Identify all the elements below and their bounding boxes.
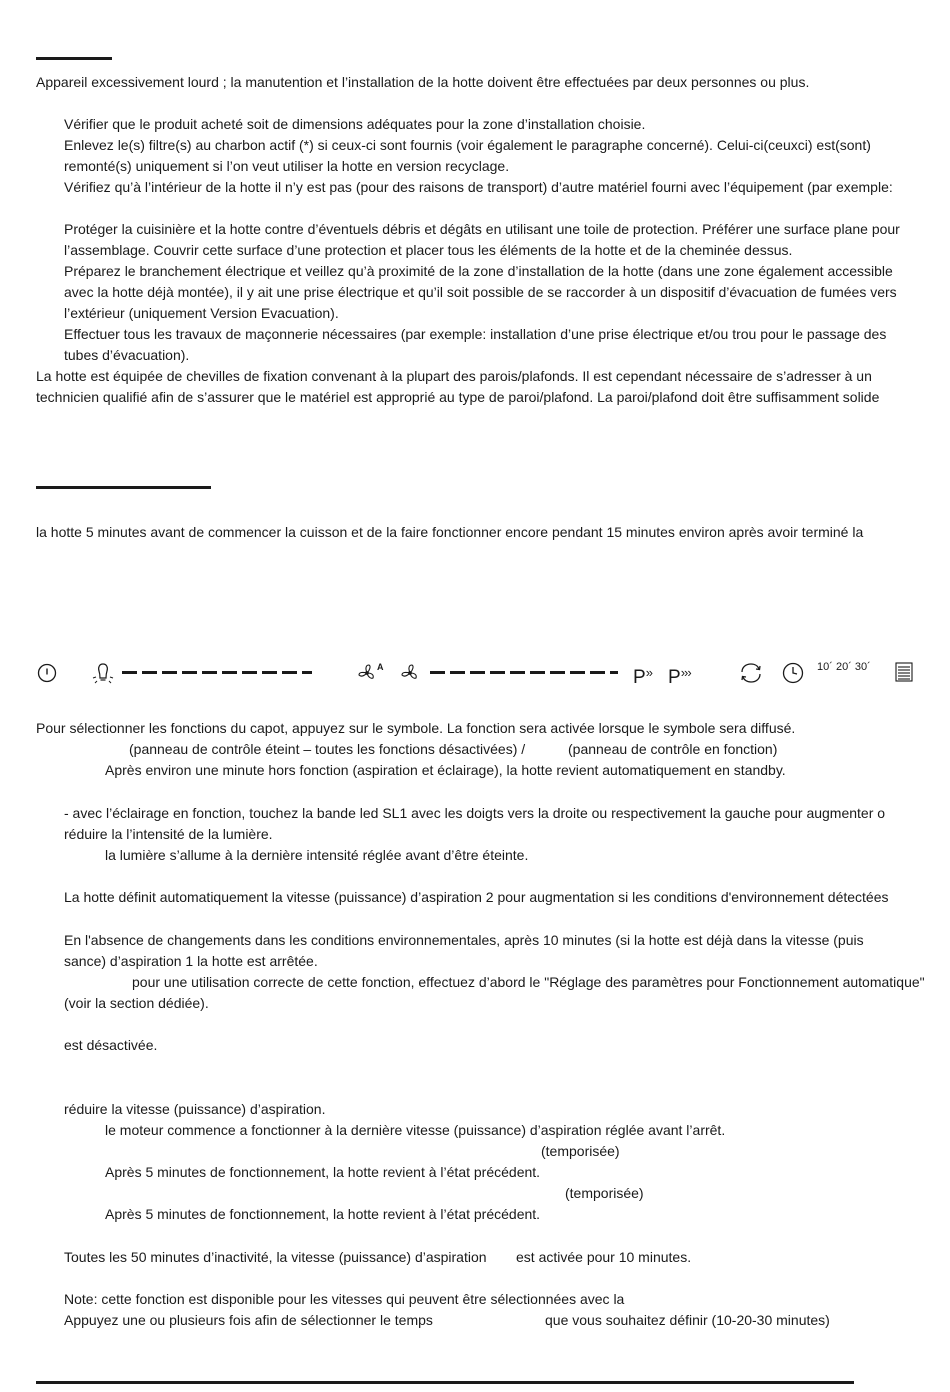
- install-masonry: Effectuer tous les travaux de maçonnerie nécessaires (par exemple: installation d’une prise électrique et/ou trou pour le passage des: [64, 326, 887, 342]
- auto-mode-no-change-cont: sance) d’aspiration 1 la hotte est arrêtée.: [64, 953, 318, 969]
- on-description: (panneau de contrôle en fonction): [568, 741, 778, 757]
- standby-description: (panneau de contrôle éteint – toutes les fonctions désactivées) /: [129, 741, 526, 757]
- boost-2-button[interactable]: P›››: [668, 665, 691, 688]
- auto-fan-icon[interactable]: [356, 661, 386, 691]
- timed-label-1: (temporisée): [541, 1143, 620, 1159]
- timed-label-2: (temporisée): [565, 1185, 644, 1201]
- control-panel: [0, 655, 950, 691]
- boost-1-button[interactable]: P»: [633, 665, 652, 688]
- auto-mode-description: La hotte définit automatiquement la vitesse (puissance) d’aspiration 2 pour augmentation si les conditions d'environnement détectées: [64, 889, 889, 905]
- boost-return-2: Après 5 minutes de fonctionnement, la hotte revient à l’état précédent.: [105, 1206, 541, 1222]
- boost-return-1: Après 5 minutes de fonctionnement, la hotte revient à l’état précédent.: [105, 1164, 541, 1180]
- motor-last-speed: le moteur commence a fonctionner à la dernière vitesse (puissance) d’aspiration réglée avant l’arrêt.: [105, 1122, 726, 1138]
- install-protect: Protéger la cuisinière et la hotte contre d’éventuels débris et dégâts en utilisant une toile de protection. Préférer une surface plane pour: [64, 221, 900, 237]
- auto-mode-note-cont: (voir la section dédiée).: [64, 995, 209, 1011]
- install-electrical-cont: avec la hotte déjà montée), il y ait une prise électrique et qu’il soit possible de se raccorder à un dispositif d’évacuation de fumées vers: [64, 284, 897, 300]
- section-rule-installation: [36, 57, 112, 60]
- install-masonry-cont: tubes d’évacuation).: [64, 347, 190, 363]
- timer-instruction-end: que vous souhaitez définir (10-20-30 minutes): [545, 1312, 830, 1328]
- filter-icon[interactable]: [895, 662, 913, 688]
- light-bulb-icon[interactable]: [90, 659, 116, 691]
- section-rule-bottom: [36, 1381, 854, 1384]
- install-check-dimensions: Vérifier que le produit acheté soit de dimensions adéquates pour la zone d’installation choisie.: [64, 116, 646, 132]
- timer-instruction: Appuyez une ou plusieurs fois afin de sélectionner le temps: [64, 1312, 433, 1328]
- auto-mode-note: pour une utilisation correcte de cette fonction, effectuez d’abord le "Réglage des paramètres pour Fonctionnement automatique": [132, 974, 925, 990]
- svg-text:A: A: [377, 662, 384, 672]
- install-check-inside: Vérifiez qu’à l’intérieur de la hotte il n’y est pas (pour des raisons de transport) d’autre matériel fourni avec l’équipement (par exemple:: [64, 179, 893, 195]
- install-remove-filters: Enlevez le(s) filtre(s) au charbon actif (*) si ceux-ci sont fournis (voir également le paragraphe concerné). Celui-ci(ceuxci) est(sont): [64, 137, 871, 153]
- functions-intro: Pour sélectionner les fonctions du capot, appuyez sur le symbole. La fonction sera activée lorsque le symbole sera diffusé.: [36, 720, 796, 736]
- recycle-inactivity-text: Toutes les 50 minutes d’inactivité, la vitesse (puissance) d’aspiration: [64, 1249, 487, 1265]
- light-slider-led-bar[interactable]: [122, 671, 312, 674]
- power-icon[interactable]: [37, 663, 57, 689]
- auto-mode-no-change: En l'absence de changements dans les conditions environnementales, après 10 minutes (si la hotte est déjà dans la vitesse (puis: [64, 932, 864, 948]
- reduce-speed: réduire la vitesse (puissance) d’aspiration.: [64, 1101, 326, 1117]
- install-electrical: Préparez le branchement électrique et veillez qu’à proximité de la zone d’installation de la hotte (dans une zone également accessible: [64, 263, 893, 279]
- install-intro: Appareil excessivement lourd ; la manutention et l’installation de la hotte doivent être effectuées par deux personnes ou plus.: [36, 74, 810, 90]
- section-rule-usage: [36, 486, 211, 489]
- install-anchors-cont: technicien qualifié afin de s’assurer que le matériel est approprié au type de paroi/plafond. La paroi/plafond doit être suffisamment solide: [36, 389, 880, 405]
- standby-auto-return: Après environ une minute hors fonction (aspiration et éclairage), la hotte revient automatiquement en standby.: [105, 762, 786, 778]
- recycle-inactivity-text-end: est activée pour 10 minutes.: [516, 1249, 692, 1265]
- install-remove-filters-cont: remonté(s) uniquement si l’on veut utiliser la hotte en version recyclage.: [64, 158, 510, 174]
- recycle-arrows-icon[interactable]: [738, 661, 764, 691]
- fan-speed-led-bar[interactable]: [430, 671, 618, 674]
- usage-text: la hotte 5 minutes avant de commencer la cuisson et de la faire fonctionner encore pendant 15 minutes environ après avoir terminé la: [36, 524, 864, 540]
- fan-icon[interactable]: [398, 661, 422, 691]
- light-slider-description: - avec l’éclairage en fonction, touchez la bande led SL1 avec les doigts vers la droite ou respectivement la gauche pour augmenter o: [64, 805, 886, 821]
- install-anchors: La hotte est équipée de chevilles de fixation convenant à la plupart des parois/plafonds. Il est cependant nécessaire de s’adresser à un: [36, 368, 872, 384]
- clock-timer-icon[interactable]: [781, 661, 805, 691]
- timer-options-label: 10´ 20´ 30´: [817, 661, 871, 673]
- function-deactivated: est désactivée.: [64, 1037, 158, 1053]
- light-last-intensity: la lumière s’allume à la dernière intensité réglée avant d’être éteinte.: [105, 847, 529, 863]
- light-slider-description-cont: réduire la l’intensité de la lumière.: [64, 826, 273, 842]
- install-electrical-end: l’extérieur (uniquement Version Evacuation).: [64, 305, 339, 321]
- timer-note: Note: cette fonction est disponible pour les vitesses qui peuvent être sélectionnées avec la: [64, 1291, 625, 1307]
- install-protect-cont: l’assemblage. Couvrir cette surface d’une protection et placer tous les éléments de la hotte et de la cheminée dessus.: [64, 242, 793, 258]
